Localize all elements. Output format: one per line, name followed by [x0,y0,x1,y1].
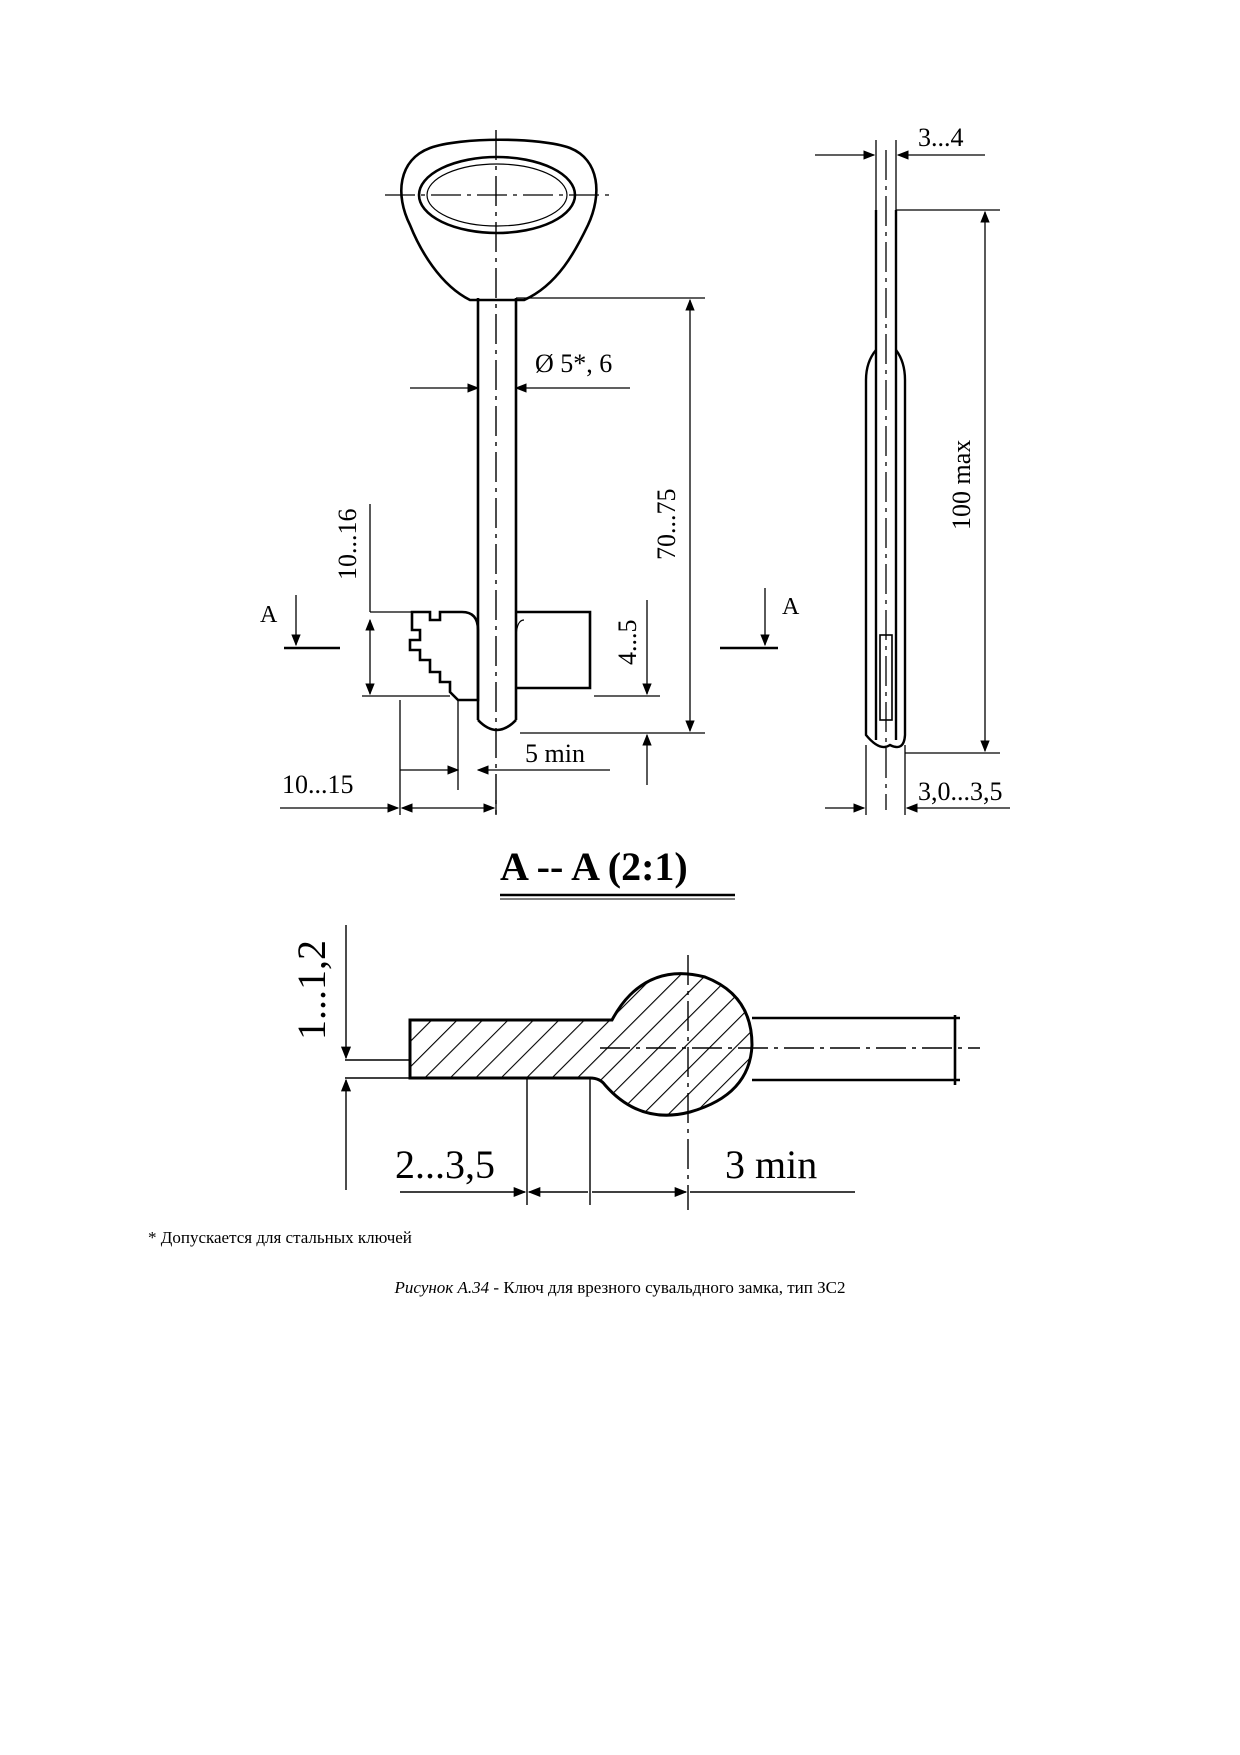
footnote: * Допускается для стальных ключей [148,1228,412,1247]
section-title: A -- A (2:1) [500,844,688,889]
section-label-right: A [782,594,800,620]
side-view-dimensions [815,140,1010,815]
dim-3-4: 3...4 [918,123,964,152]
figure-number: Рисунок А.34 [394,1278,490,1297]
dim-5-min: 5 min [525,739,585,768]
dim-10-15: 10...15 [282,770,354,799]
side-view-labels [918,123,1003,806]
dim-4-5: 4...5 [613,619,642,665]
front-view-labels [260,349,800,799]
figure-caption [0,1278,1240,1298]
dim-3-0-3-5: 3,0...3,5 [918,777,1003,806]
caption-separator: - [489,1278,504,1297]
dim-diameter: Ø 5*, 6 [535,349,613,378]
cross-section [410,974,752,1116]
dim-100-max: 100 max [947,439,976,530]
dim-3-min: 3 min [725,1142,818,1187]
dim-2-3-5: 2...3,5 [395,1142,495,1187]
key-side-view [866,150,905,810]
section-title-group [500,844,735,899]
key-front-view [385,130,613,820]
dim-1-1-2: 1...1,2 [289,940,334,1040]
dim-10-16: 10...16 [333,508,362,580]
section-label-left: A [260,602,278,628]
caption-text: Ключ для врезного сувальдного замка, тип ЗС2 [503,1278,846,1297]
dim-70-75: 70...75 [652,488,681,560]
